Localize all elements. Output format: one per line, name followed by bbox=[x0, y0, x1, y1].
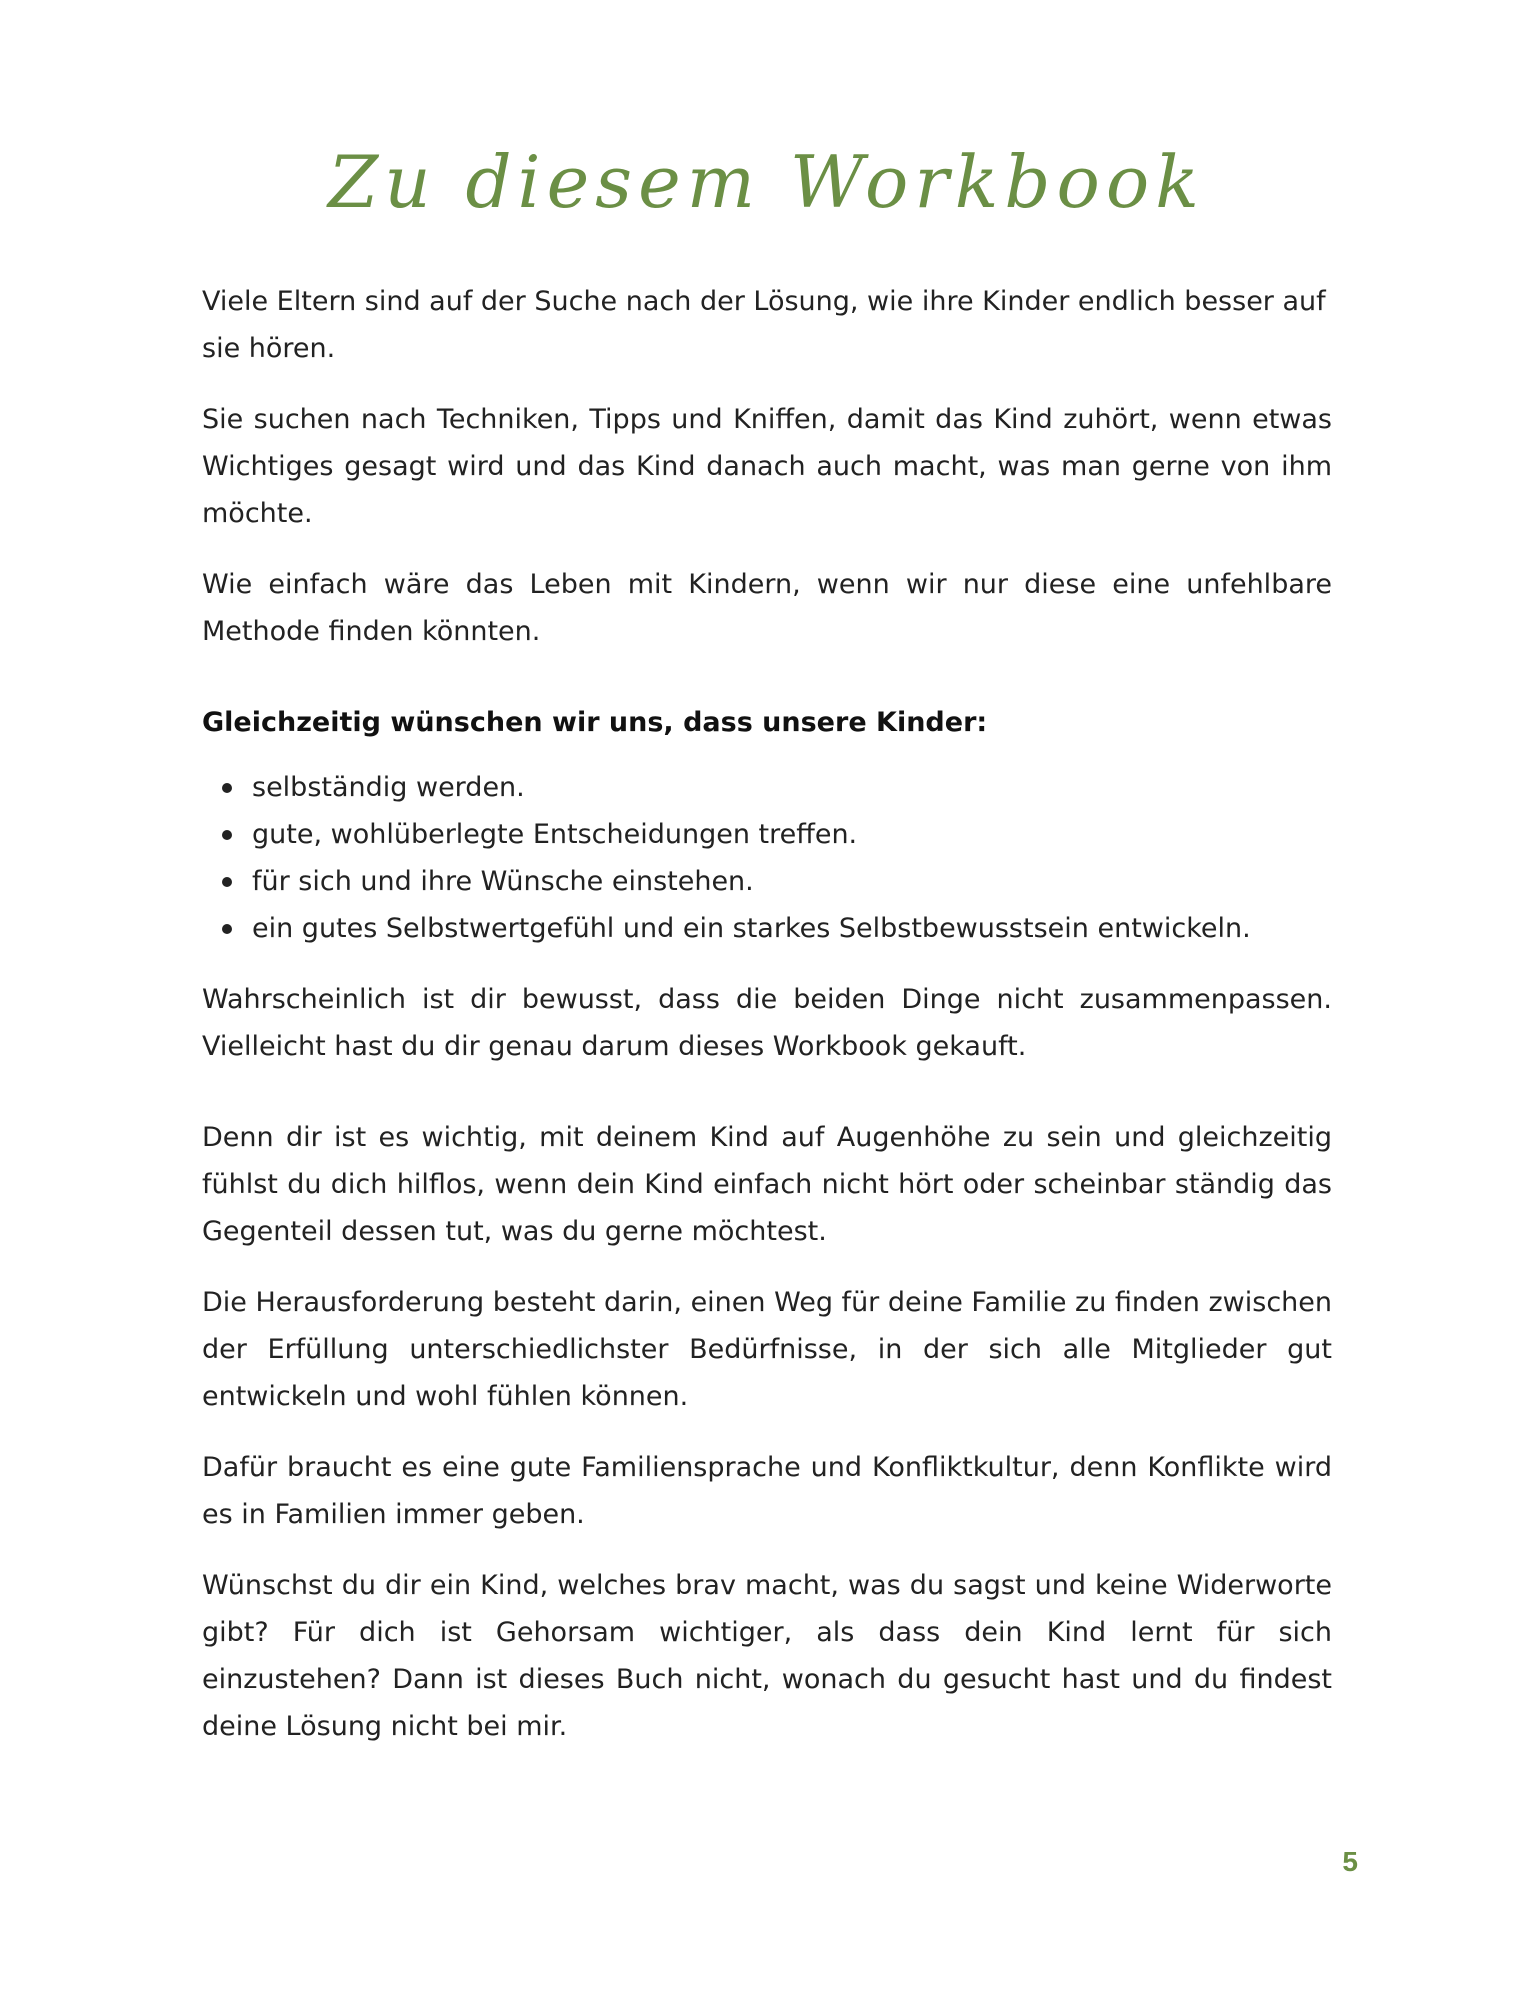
bullet-icon bbox=[222, 877, 232, 887]
list-item bbox=[252, 905, 1332, 952]
intro-paragraph-2: Sie suchen nach Techniken, Tipps und Kniffen, damit das Kind zuhört, wenn etwas Wichtiges gesagt wird und das Kind danach auch macht, was man gerne von ihm möchte. bbox=[202, 404, 1332, 529]
main-paragraph-2: Denn dir ist es wichtig, mit deinem Kind auf Augenhöhe zu sein und gleichzeitig fühlst du dich hilflos, wenn dein Kind einfach nicht hört oder scheinbar ständig das Gegenteil dessen tut, was du gerne möchtest. bbox=[202, 1122, 1332, 1247]
section-subheading: Gleichzeitig wünschen wir uns, dass unsere Kinder: bbox=[202, 707, 988, 738]
intro-paragraph-3: Wie einfach wäre das Leben mit Kindern, wenn wir nur diese eine unfehlbare Methode finden könnten. bbox=[202, 569, 1332, 647]
page-title: Zu diesem Workbook bbox=[328, 140, 1205, 224]
main-paragraph-1: Wahrscheinlich ist dir bewusst, dass die beiden Dinge nicht zusammenpassen. Vielleicht hast du dir genau darum dieses Workbook gekauft. bbox=[202, 984, 1332, 1062]
list-item bbox=[252, 764, 1332, 811]
bullet-icon bbox=[222, 924, 232, 934]
main-paragraph-3: Die Herausforderung besteht darin, einen Weg für deine Familie zu finden zwischen der Erfüllung unterschiedlichster Bedürfnisse, in der sich alle Mitglieder gut entwickeln und wohl fühlen können. bbox=[202, 1287, 1332, 1412]
list-item-text: selbständig werden. bbox=[252, 772, 525, 803]
bullet-icon bbox=[222, 783, 232, 793]
main-paragraph-5: Wünschst du dir ein Kind, welches brav macht, was du sagst und keine Widerworte gibt? Für dich ist Gehorsam wichtiger, als dass dein Kind lernt für sich einzustehen? Dann ist dieses Buch nicht, wonach du gesucht hast und du findest deine Lösung nicht bei mir. bbox=[202, 1570, 1332, 1742]
bullet-icon bbox=[222, 830, 232, 840]
list-item bbox=[252, 858, 1332, 905]
page-number: 5 bbox=[1342, 1846, 1358, 1877]
main-paragraph-4: Dafür braucht es eine gute Familiensprache und Konfliktkultur, denn Konflikte wird es in Familien immer geben. bbox=[202, 1452, 1332, 1530]
intro-paragraph-1: Viele Eltern sind auf der Suche nach der Lösung, wie ihre Kinder endlich besser auf sie hören. bbox=[202, 286, 1326, 364]
list-item-text: gute, wohlüberlegte Entscheidungen treffen. bbox=[252, 819, 858, 850]
list-item-text: ein gutes Selbstwertgefühl und ein starkes Selbstbewusstsein entwickeln. bbox=[252, 913, 1251, 944]
page-body bbox=[202, 278, 1332, 1774]
wishes-list bbox=[202, 764, 1332, 952]
list-item-text: für sich und ihre Wünsche einstehen. bbox=[252, 866, 754, 897]
list-item bbox=[252, 811, 1332, 858]
